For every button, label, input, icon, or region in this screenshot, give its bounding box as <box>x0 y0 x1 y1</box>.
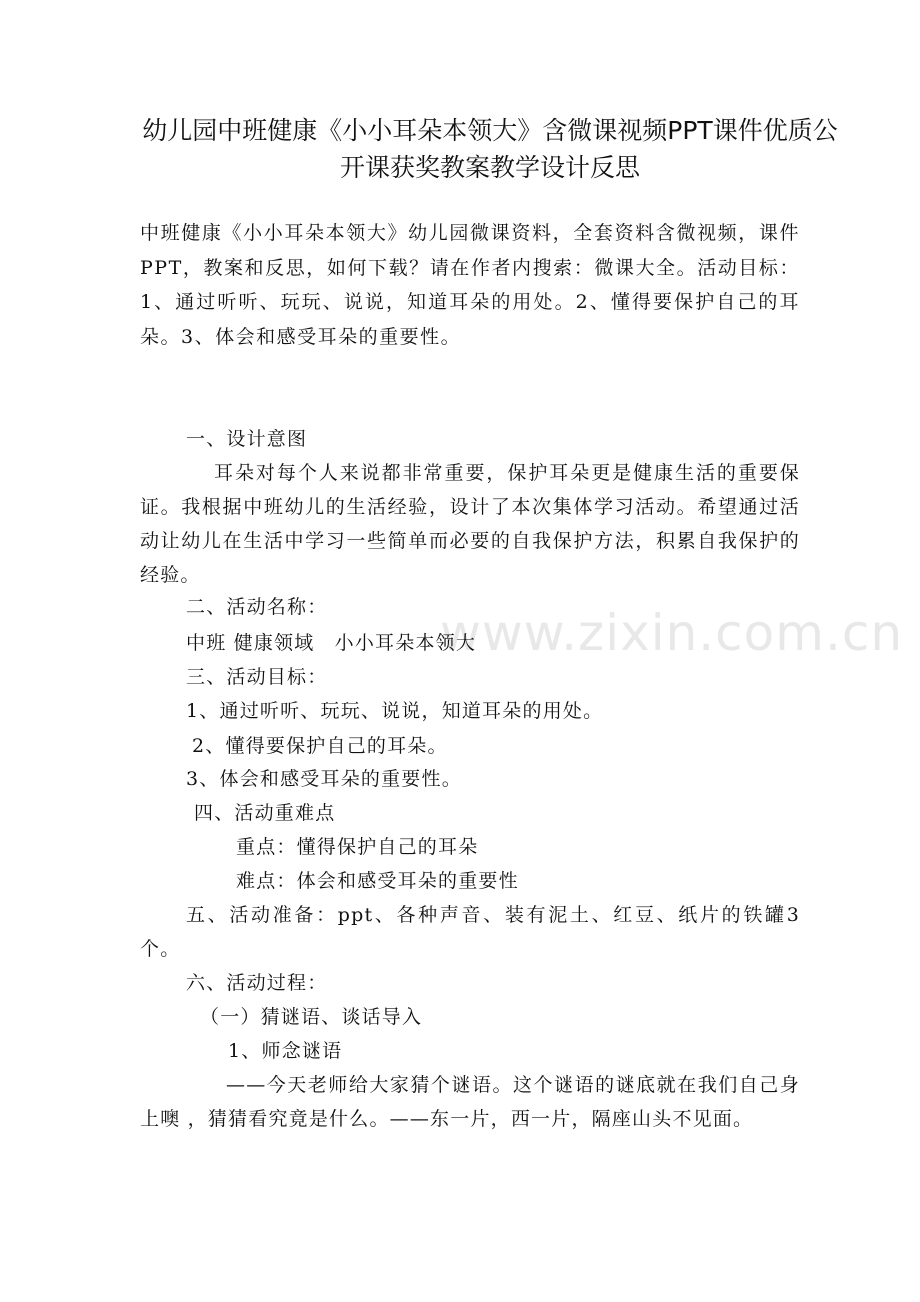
step-1-heading: （一）猜谜语、谈话导入 <box>200 1006 423 1028</box>
section-heading-goals: 三、活动目标： <box>186 666 328 688</box>
key-point: 重点：懂得保护自己的耳朵 <box>236 836 479 858</box>
difficult-point: 难点：体会和感受耳朵的重要性 <box>236 870 519 892</box>
goal-item-3: 3、体会和感受耳朵的重要性。 <box>186 768 462 790</box>
intro-paragraph: 中班健康《小小耳朵本领大》幼儿园微课资料，全套资料含微视频，课件PPT，教案和反思，如何下载？请在作者内搜索：微课大全。活动目标：1、通过听听、玩玩、说说，知道耳朵的用处。2、懂得要保护自己的耳朵。3、体会和感受耳朵的重要性。 <box>140 222 800 348</box>
goal-item-2: 2、懂得要保护自己的耳朵。 <box>192 735 448 757</box>
goal-item-1: 1、通过听听、玩玩、说说，知道耳朵的用处。 <box>186 700 604 722</box>
document-title: 幼儿园中班健康《小小耳朵本领大》含微课视频PPT课件优质公开课获奖教案教学设计反思 <box>142 116 838 182</box>
watermark: www.zixin.com.cn <box>440 604 904 662</box>
riddle-paragraph: ——今天老师给大家猜个谜语。这个谜语的谜底就在我们自己身上噢 ，猜猜看究竟是什么。——东一片，西一片，隔座山头不见面。 <box>140 1074 800 1130</box>
section-heading-name: 二、活动名称： <box>186 596 328 618</box>
section-heading-design: 一、设计意图 <box>186 428 308 450</box>
section-heading-process: 六、活动过程： <box>186 972 328 994</box>
step-1-subheading: 1、师念谜语 <box>228 1040 343 1062</box>
section-heading-keypoints: 四、活动重难点 <box>194 802 336 824</box>
design-paragraph: 耳朵对每个人来说都非常重要，保护耳朵更是健康生活的重要保证。我根据中班幼儿的生活经验，设计了本次集体学习活动。希望通过活动让幼儿在生活中学习一些简单而必要的自我保护方法，积累自我保护的经验。 <box>140 462 800 586</box>
preparation-paragraph: 五、活动准备：ppt、各种声音、装有泥土、红豆、纸片的铁罐3个。 <box>140 904 800 960</box>
activity-name: 中班 健康领域 小小耳朵本领大 <box>186 632 477 654</box>
